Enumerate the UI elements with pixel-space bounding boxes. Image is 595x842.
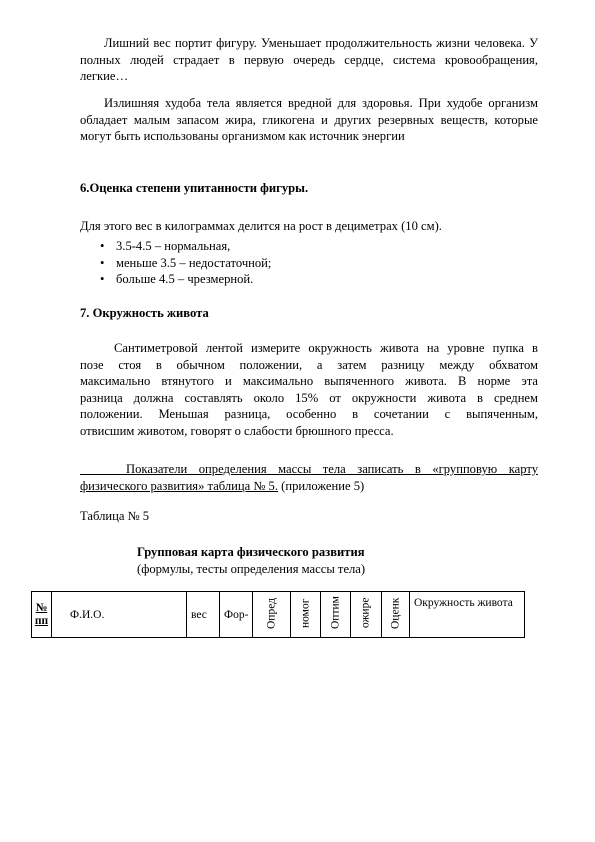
header-weight: вес <box>187 592 220 638</box>
list-item: • 3.5-4.5 – нормальная, <box>80 238 271 255</box>
header-obesity <box>351 592 382 638</box>
text-line: могут быть использованы организмом как источник энергии <box>80 129 405 143</box>
header-obesity-label: ожире <box>359 597 372 629</box>
note-underlined-line: Показатели определения массы тела записать в «групповую карту <box>80 462 538 476</box>
text-line: разница должна составлять около 15% от окружности живота в среднем <box>80 390 538 405</box>
header-waist: Окружность живота <box>410 592 525 638</box>
header-nomogram-label: номог <box>299 598 311 628</box>
section-6-text: Для этого вес в килограммах делится на рост в дециметрах (10 см). <box>80 219 442 233</box>
note-tail-text: (приложение 5) <box>278 478 365 493</box>
header-assessment-label: Оценк <box>389 597 401 629</box>
header-nomogram <box>291 592 321 638</box>
header-formula: Фор- <box>220 592 253 638</box>
note-underlined-text: физического развития» таблица № 5. <box>80 478 278 493</box>
header-number <box>32 592 52 638</box>
header-optimal-label: Оптим <box>329 596 341 630</box>
text-line: Лишний вес портит фигуру. Уменьшает продолжительность жизни человека. У <box>104 36 538 50</box>
intro-paragraph-2 <box>80 95 538 145</box>
header-definition <box>253 592 291 638</box>
note-second-line <box>80 478 538 495</box>
table-header-row <box>32 592 525 638</box>
list-item: • меньше 3.5 – недостаточной; <box>80 255 271 272</box>
table-subtitle: (формулы, тесты определения массы тела) <box>137 562 366 576</box>
header-definition-label: Опред <box>265 597 277 629</box>
text-line: полных людей страдает в первую очередь сердце, система кровообращения, <box>80 52 538 67</box>
header-fio: Ф.И.О. <box>52 592 187 638</box>
section-7-paragraph <box>80 340 538 439</box>
list-item: • больше 4.5 – чрезмерной. <box>80 271 271 288</box>
table-title: Групповая карта физического развития <box>137 545 365 559</box>
text-line: обладает малым запасом жира, гликогена и других резервных веществ, которые <box>80 112 538 127</box>
header-assessment <box>382 592 410 638</box>
text-line: легкие… <box>80 69 129 83</box>
note-paragraph <box>80 461 538 494</box>
header-number-bottom: пп <box>34 614 49 627</box>
intro-paragraph-1 <box>80 35 538 85</box>
header-number-top: № <box>35 601 48 614</box>
text-line: отвисшим животом, говорят о слабости брюшного пресса. <box>80 423 394 438</box>
text-line: положении. Меньшая разница, особенно в сочетании с выпяченным, <box>80 407 538 421</box>
text-line: Излишняя худоба тела является вредной для здоровья. При худобе организм <box>104 96 538 110</box>
header-optimal <box>321 592 351 638</box>
section-7-heading: 7. Окружность живота <box>80 306 209 320</box>
physical-development-table <box>31 591 525 638</box>
text-line: позе стоя в обычном положении, а затем разницу между обхватом <box>80 357 538 372</box>
text-line: максимально втянутого и максимально выпяченного живота. В норме эта <box>80 374 538 388</box>
table-caption: Таблица № 5 <box>80 509 150 523</box>
bullet-list <box>80 238 271 288</box>
section-6-heading: 6.Оценка степени упитанности фигуры. <box>80 181 309 195</box>
text-line: Сантиметровой лентой измерите окружность живота на уровне пупка в <box>114 341 538 355</box>
